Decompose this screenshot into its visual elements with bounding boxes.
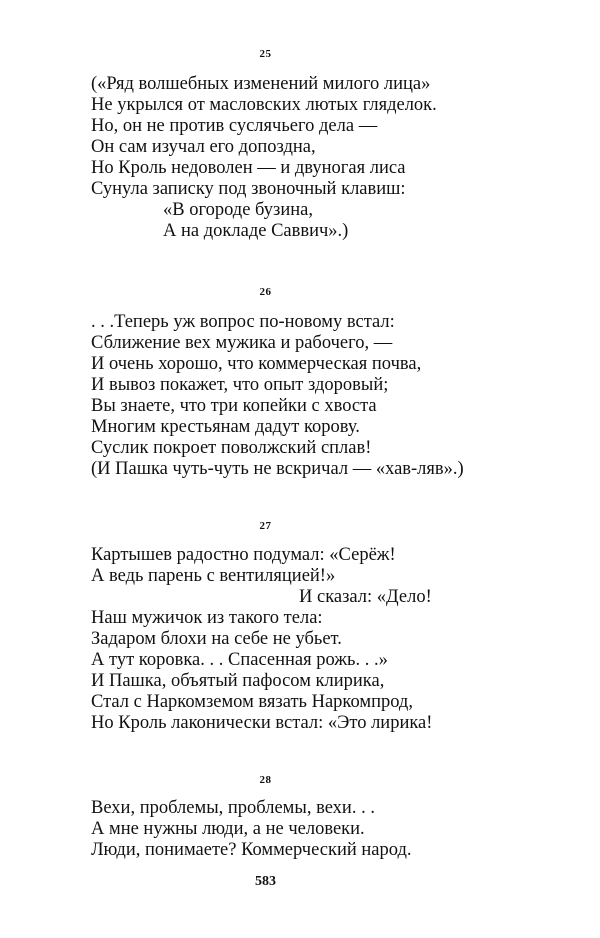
stanza-number-28: 28 (259, 774, 272, 786)
stanza-line: И очень хорошо, что коммерческая почва, (91, 354, 422, 374)
stanza-line: Люди, понимаете? Коммерческий народ. (91, 840, 412, 860)
stanza-number-26: 26 (259, 286, 272, 298)
stanza-line: Стал с Наркомземом вязать Наркомпрод, (91, 692, 413, 712)
stanza-26 (91, 312, 464, 480)
stanza-line: Но Кроль лаконически встал: «Это лирика! (91, 713, 433, 733)
stanza-line: (И Пашка чуть-чуть не вскричал — «хав-ляв».) (91, 459, 464, 479)
stanza-number-27: 27 (259, 520, 272, 532)
page-number: 583 (255, 874, 276, 889)
stanza-line: . . .Теперь уж вопрос по-новому встал: (91, 312, 395, 332)
stanza-number-25: 25 (259, 48, 272, 60)
stanza-27 (91, 545, 432, 734)
stanza-line: А на докладе Саввич».) (163, 221, 349, 241)
stanza-line: Но, он не против суслячьего дела — (91, 116, 378, 136)
stanza-line: И вывоз покажет, что опыт здоровый; (91, 375, 389, 395)
stanza-line: А ведь парень с вентиляцией!» (91, 566, 336, 586)
stanza-line: Многим крестьянам дадут корову. (91, 417, 360, 437)
stanza-line: («Ряд волшебных изменений милого лица» (91, 74, 431, 94)
stanza-line: А тут коровка. . . Спасенная рожь. . .» (91, 650, 388, 670)
stanza-line: Он сам изучал его допоздна, (91, 137, 316, 157)
stanza-line: Наш мужичок из такого тела: (91, 608, 323, 628)
stanza-line: Сближение вех мужика и рабочего, — (91, 333, 393, 353)
stanza-line: Суслик покроет поволжский сплав! (91, 438, 372, 458)
stanza-line: И Пашка, объятый пафосом клирика, (91, 671, 385, 691)
stanza-line: Картышев радостно подумал: «Серёж! (91, 545, 396, 565)
stanza-28 (91, 798, 412, 861)
stanza-line: Вы знаете, что три копейки с хвоста (91, 396, 377, 416)
stanza-25 (91, 74, 437, 242)
stanza-line: И сказал: «Дело! (299, 587, 432, 607)
stanza-line: Вехи, проблемы, проблемы, вехи. . . (91, 798, 375, 818)
stanza-line: Не укрылся от масловских лютых гляделок. (91, 95, 437, 115)
stanza-line: «В огороде бузина, (163, 200, 313, 220)
stanza-line: Задаром блохи на себе не убьет. (91, 629, 342, 649)
stanza-line: А мне нужны люди, а не человеки. (91, 819, 365, 839)
stanza-line: Сунула записку под звоночный клавиш: (91, 179, 406, 199)
stanza-line: Но Кроль недоволен — и двуногая лиса (91, 158, 406, 178)
